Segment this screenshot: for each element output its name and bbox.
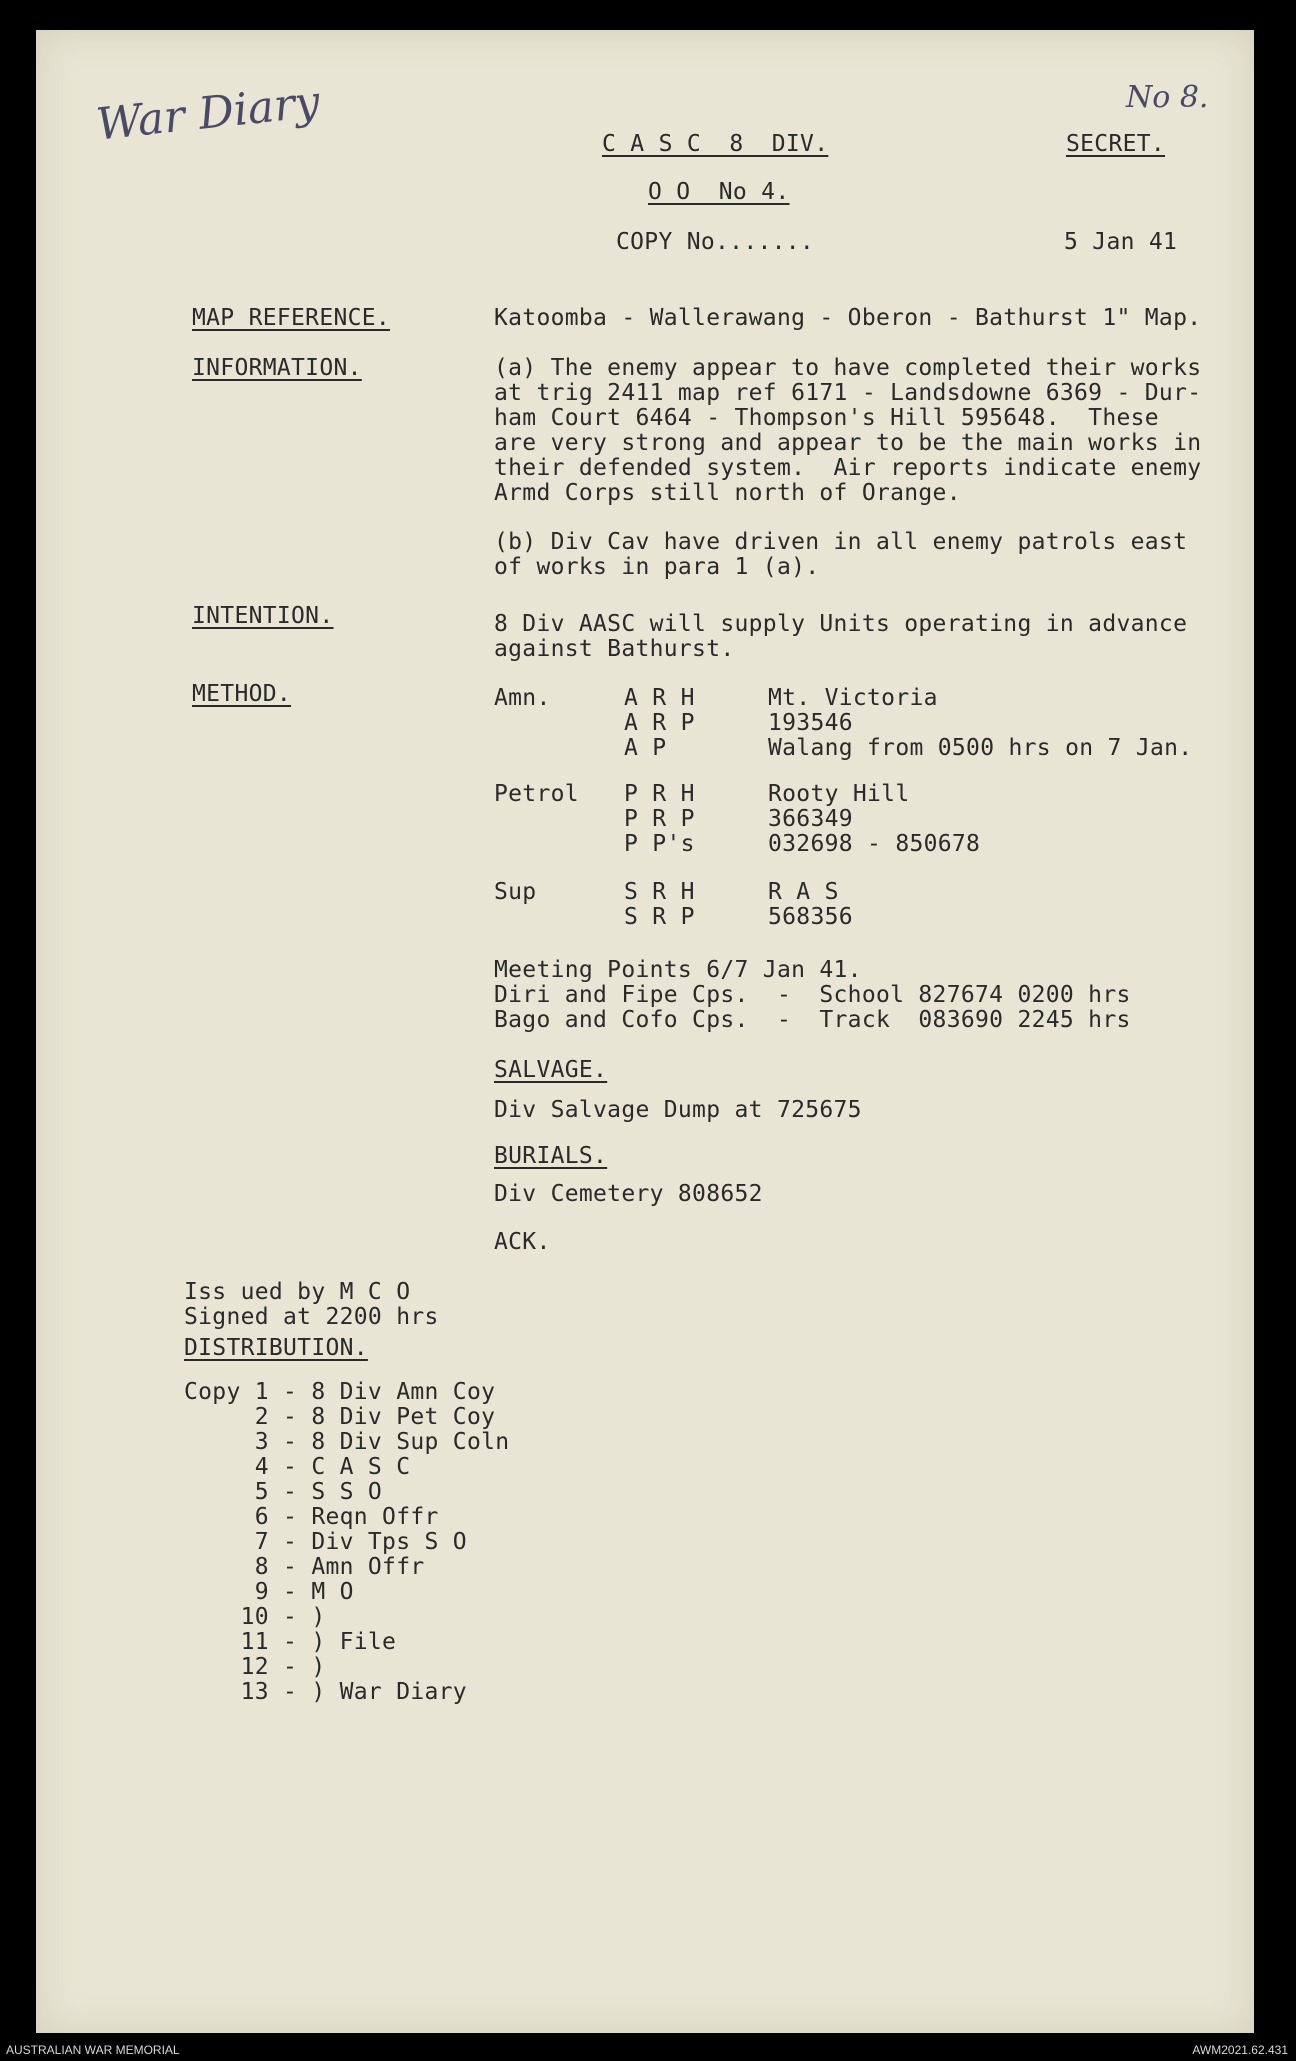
distribution-line: 7 - Div Tps S O: [184, 1529, 467, 1555]
information-para-a-line: are very strong and appear to be the main works in: [494, 430, 1202, 456]
method-value: 032698 - 850678: [768, 831, 981, 857]
meeting-points-line: Bago and Cofo Cps. - Track 083690 2245 hrs: [494, 1007, 1131, 1033]
war-diary-handwritten-note: War Diary: [93, 76, 323, 151]
salvage-label: SALVAGE.: [494, 1057, 608, 1083]
distribution-line: 8 - Amn Offr: [184, 1554, 425, 1580]
distribution-label: DISTRIBUTION.: [184, 1335, 368, 1361]
information-para-b-line: (b) Div Cav have driven in all enemy patrols east: [494, 529, 1188, 555]
copy-number: COPY No.......: [616, 229, 815, 255]
distribution-line: 5 - S S O: [184, 1479, 383, 1505]
unit-heading: C A S C 8 DIV.: [602, 131, 829, 157]
meeting-points-line: Meeting Points 6/7 Jan 41.: [494, 957, 862, 983]
classification: SECRET.: [1066, 131, 1166, 157]
method-code: A R P: [624, 710, 695, 736]
method-value: 568356: [768, 904, 853, 930]
method-group-name: Petrol: [494, 781, 579, 807]
information-label: INFORMATION.: [192, 355, 362, 381]
intention-label: INTENTION.: [192, 603, 334, 629]
method-code: S R H: [624, 879, 695, 905]
method-code: A P: [624, 735, 667, 761]
intention-line: against Bathurst.: [494, 636, 735, 662]
distribution-line: 9 - M O: [184, 1579, 354, 1605]
distribution-line: 6 - Reqn Offr: [184, 1504, 439, 1530]
information-para-b-line: of works in para 1 (a).: [494, 554, 820, 580]
burials-label: BURIALS.: [494, 1143, 608, 1169]
information-para-a-line: at trig 2411 map ref 6171 - Landsdowne 6369 - Dur-: [494, 380, 1202, 406]
distribution-line: 2 - 8 Div Pet Coy: [184, 1404, 496, 1430]
salvage-text: Div Salvage Dump at 725675: [494, 1097, 862, 1123]
meeting-points-line: Diri and Fipe Cps. - School 827674 0200 hrs: [494, 982, 1131, 1008]
distribution-line: Copy 1 - 8 Div Amn Coy: [184, 1379, 496, 1405]
method-code: P R P: [624, 806, 695, 832]
distribution-line: 3 - 8 Div Sup Coln: [184, 1429, 510, 1455]
information-para-a-line: Armd Corps still north of Orange.: [494, 480, 961, 506]
method-group-name: Amn.: [494, 685, 551, 711]
footer-accession-number: AWM2021.62.431: [1192, 2043, 1288, 2057]
distribution-line: 10 - ): [184, 1604, 326, 1630]
map-reference-label: MAP REFERENCE.: [192, 305, 391, 331]
document-page: [36, 30, 1254, 2033]
footer-institution: AUSTRALIAN WAR MEMORIAL: [6, 2043, 180, 2057]
distribution-line: 4 - C A S C: [184, 1454, 411, 1480]
method-value: 193546: [768, 710, 853, 736]
method-code: P R H: [624, 781, 695, 807]
burials-text: Div Cemetery 808652: [494, 1181, 763, 1207]
distribution-line: 11 - ) File: [184, 1629, 397, 1655]
method-value: 366349: [768, 806, 853, 832]
method-value: Mt. Victoria: [768, 685, 938, 711]
order-number: O O No 4.: [648, 179, 790, 205]
method-code: S R P: [624, 904, 695, 930]
document-date: 5 Jan 41: [1064, 229, 1178, 255]
signed-at: Signed at 2200 hrs: [184, 1304, 439, 1330]
information-para-a-line: (a) The enemy appear to have completed their works: [494, 355, 1202, 381]
page-number-handwritten: No 8.: [1126, 80, 1209, 115]
acknowledge: ACK.: [494, 1229, 551, 1255]
method-value: Rooty Hill: [768, 781, 910, 807]
intention-line: 8 Div AASC will supply Units operating in advance: [494, 611, 1188, 637]
information-para-a-line: their defended system. Air reports indicate enemy: [494, 455, 1202, 481]
method-group-name: Sup: [494, 879, 537, 905]
method-code: A R H: [624, 685, 695, 711]
method-value: Walang from 0500 hrs on 7 Jan.: [768, 735, 1193, 761]
distribution-line: 12 - ): [184, 1654, 326, 1680]
map-reference-text: Katoomba - Wallerawang - Oberon - Bathurst 1" Map.: [494, 305, 1202, 331]
information-para-a-line: ham Court 6464 - Thompson's Hill 595648. These: [494, 405, 1159, 431]
method-code: P P's: [624, 831, 695, 857]
issued-by: Iss ued by M C O: [184, 1279, 411, 1305]
distribution-line: 13 - ) War Diary: [184, 1679, 467, 1705]
method-value: R A S: [768, 879, 839, 905]
method-label: METHOD.: [192, 681, 292, 707]
